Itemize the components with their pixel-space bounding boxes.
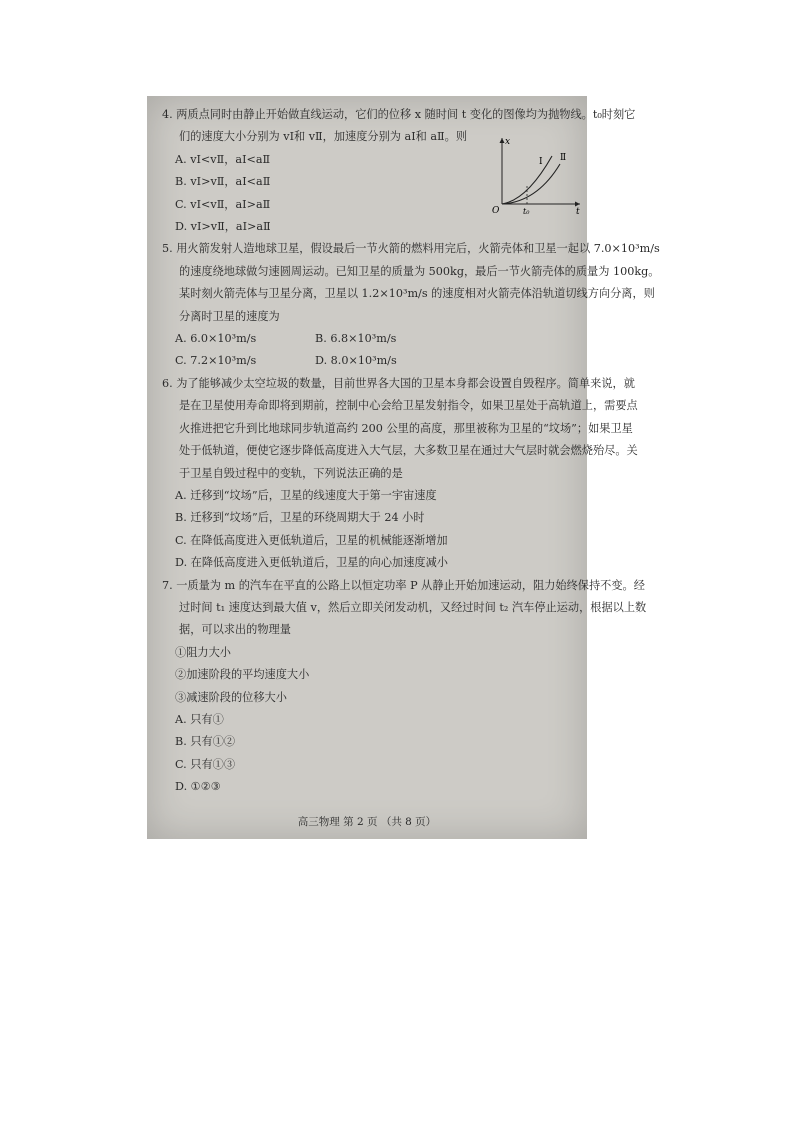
- q7-option-b: B. 只有①②: [175, 735, 236, 749]
- q7-option-d: D. ①②③: [175, 780, 221, 794]
- q5-line4: 分离时卫星的速度为: [179, 309, 280, 323]
- x-axis-arrow: [500, 138, 505, 143]
- q4-xt-graph: [482, 134, 582, 214]
- curve-1-label: Ⅰ: [539, 157, 543, 167]
- q4-stem-line2: 们的速度大小分别为 vⅠ和 vⅡ，加速度分别为 aⅠ和 aⅡ。则: [179, 130, 468, 144]
- q7-option-c: C. 只有①③: [175, 757, 236, 771]
- q5-options-row2: [162, 350, 577, 372]
- t-axis-label: t: [576, 207, 580, 214]
- page-footer: 高三物理 第 2 页 （共 8 页）: [297, 816, 437, 828]
- q5-line1: 5. 用火箭发射人造地球卫星，假设最后一节火箭的燃料用完后，火箭壳体和卫星一起以 7.0×10³m/s: [162, 242, 660, 256]
- question-6: [162, 373, 638, 575]
- q6-option-d: D. 在降低高度进入更低轨道后，卫星的向心加速度减小: [175, 556, 448, 570]
- scanned-page: [147, 96, 660, 839]
- question-7: [162, 575, 647, 799]
- q7-option-a: A. 只有①: [175, 712, 224, 726]
- origin-label: O: [492, 206, 500, 214]
- q6-line1: 6. 为了能够减少太空垃圾的数量，目前世界各大国的卫星本身都会设置自毁程序。简单来说，就: [162, 376, 635, 390]
- q5-option-c: C. 7.2×10³m/s: [175, 354, 257, 368]
- t-axis-arrow: [575, 202, 580, 207]
- q7-item-1: ①阻力大小: [175, 645, 231, 659]
- q5-option-a: A. 6.0×10³m/s: [175, 332, 257, 346]
- q7-item-2: ②加速阶段的平均速度大小: [175, 668, 310, 682]
- q4-option-b: B. vⅠ>vⅡ，aⅠ<aⅡ: [175, 175, 271, 189]
- q6-line5: 于卫星自毁过程中的变轨，下列说法正确的是: [179, 466, 403, 480]
- curve-2-label: Ⅱ: [560, 153, 567, 163]
- t0-label: t₀: [523, 207, 530, 214]
- q5-option-b: B. 6.8×10³m/s: [315, 332, 397, 346]
- q4-option-c: C. vⅠ<vⅡ，aⅠ>aⅡ: [175, 197, 271, 211]
- q4-option-d: D. vⅠ>vⅡ，aⅠ>aⅡ: [175, 220, 271, 234]
- q5-options-row1: [162, 328, 577, 350]
- q5-line3: 某时刻火箭壳体与卫星分离，卫星以 1.2×10³m/s 的速度相对火箭壳体沿轨道切线方向分离，则: [179, 287, 655, 301]
- question-4: [162, 104, 636, 238]
- q4-option-a: A. vⅠ<vⅡ，aⅠ<aⅡ: [175, 152, 271, 166]
- q6-option-c: C. 在降低高度进入更低轨道后，卫星的机械能逐渐增加: [175, 533, 448, 547]
- q6-line2: 是在卫星使用寿命即将到期前，控制中心会给卫星发射指令，如果卫星处于高轨道上，需要点: [179, 399, 638, 413]
- q5-option-d: D. 8.0×10³m/s: [315, 354, 397, 368]
- curve-2: [502, 164, 560, 204]
- q6-option-a: A. 迁移到“坟场”后，卫星的线速度大于第一宇宙速度: [175, 488, 437, 502]
- q7-item-3: ③减速阶段的位移大小: [175, 690, 287, 704]
- q5-line2: 的速度绕地球做匀速圆周运动。已知卫星的质量为 500kg，最后一节火箭壳体的质量为 100kg。: [179, 264, 660, 278]
- q4-stem-line1: 4. 两质点同时由静止开始做直线运动，它们的位移 x 随时间 t 变化的图像均为抛物线。t₀时刻它: [162, 108, 636, 121]
- q7-line3: 据，可以求出的物理量: [179, 623, 291, 637]
- q6-line4: 处于低轨道，便使它逐步降低高度进入大气层，大多数卫星在通过大气层时就会燃烧殆尽。关: [179, 444, 638, 458]
- q6-option-b: B. 迁移到“坟场”后，卫星的环绕周期大于 24 小时: [175, 511, 425, 525]
- q7-line2: 过时间 t₁ 速度达到最大值 v，然后立即关闭发动机，又经过时间 t₂ 汽车停止运动，根据以上数: [179, 600, 647, 614]
- q6-line3: 火推进把它升到比地球同步轨道高约 200 公里的高度，那里被称为卫星的“坟场”；如果卫星: [179, 421, 633, 435]
- question-5: [162, 238, 660, 372]
- q7-line1: 7. 一质量为 m 的汽车在平直的公路上以恒定功率 P 从静止开始加速运动，阻力始终保持不变。经: [162, 578, 645, 592]
- x-axis-label: x: [505, 137, 511, 147]
- page-content: [162, 104, 660, 799]
